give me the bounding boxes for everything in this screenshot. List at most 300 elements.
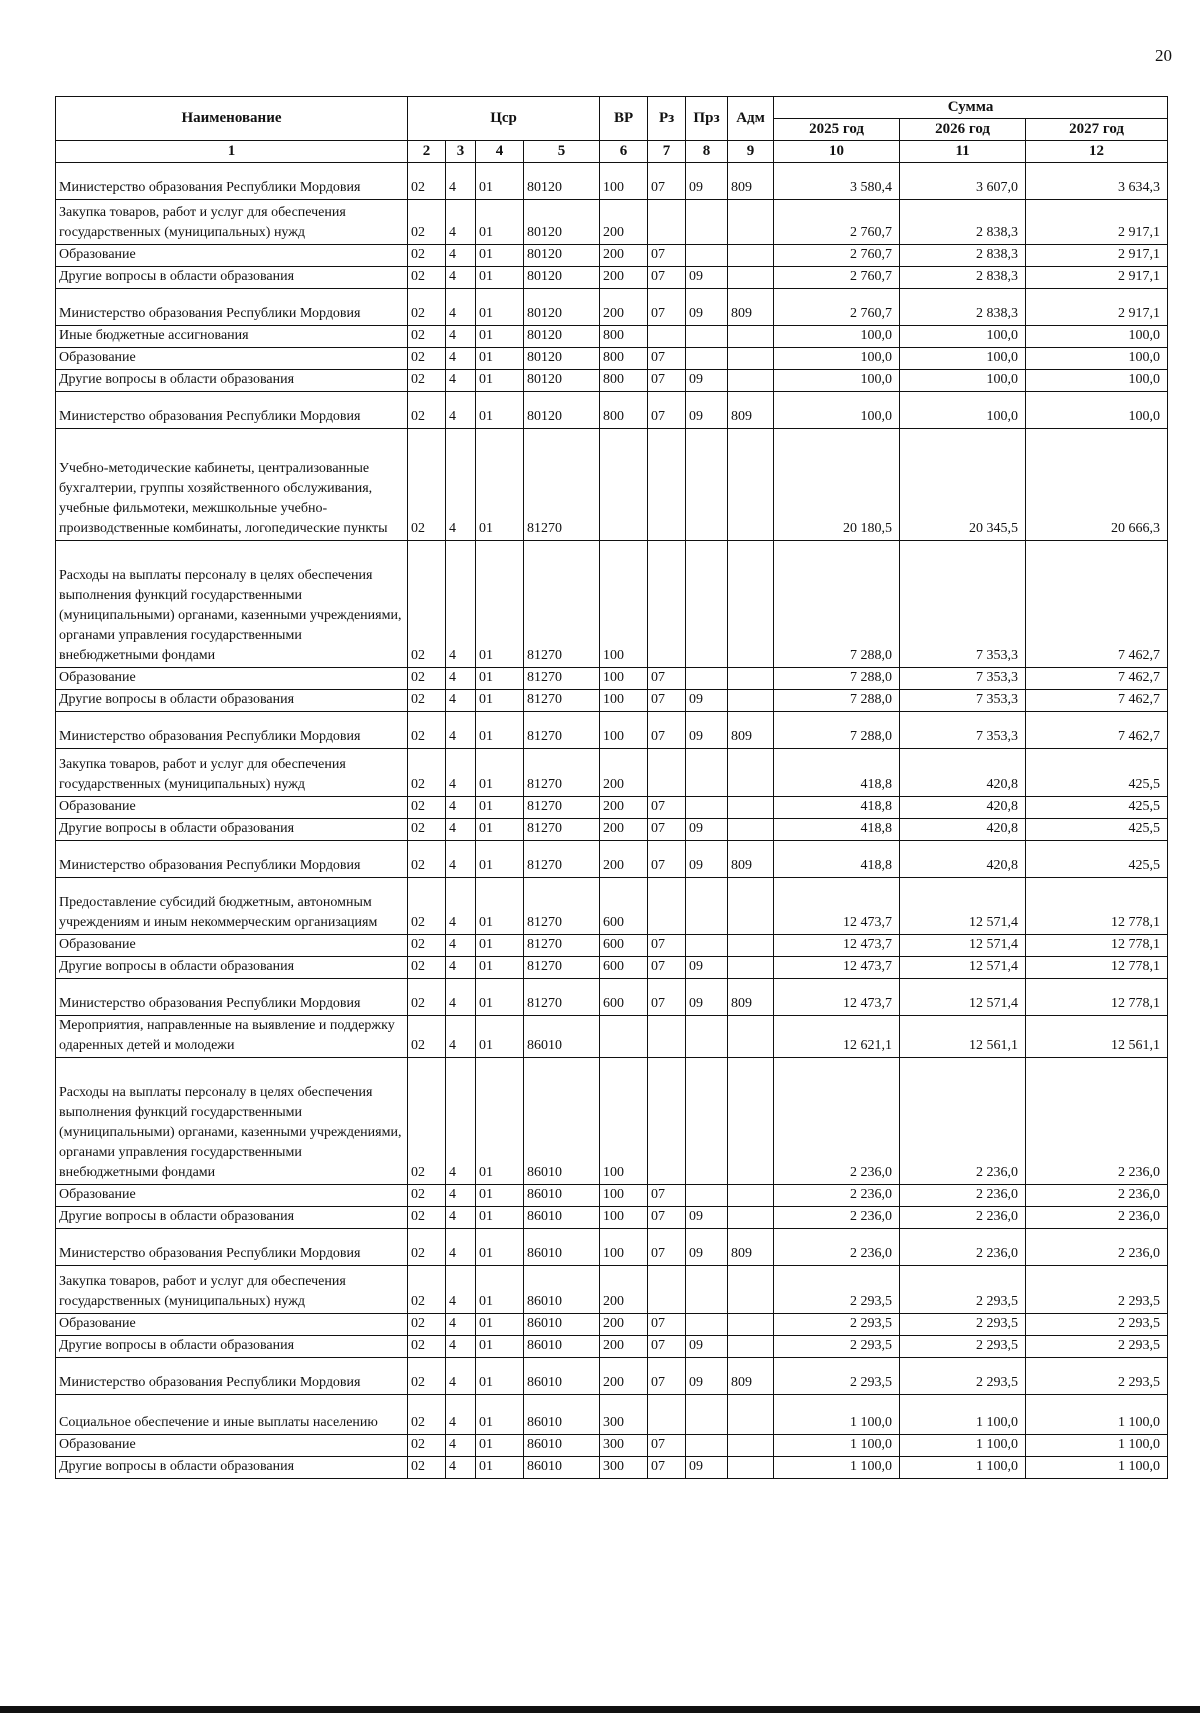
cell-c2: 02: [408, 749, 446, 797]
cell-vr: 100: [600, 1185, 648, 1207]
cell-y3: 425,5: [1026, 841, 1168, 878]
cell-y1: 12 473,7: [774, 957, 900, 979]
cell-rz: [648, 878, 686, 935]
row-name: Мероприятия, направленные на выявление и поддержку одаренных детей и молодежи: [56, 1016, 408, 1058]
cell-prz: [686, 1314, 728, 1336]
cell-c4: 01: [476, 690, 524, 712]
cell-vr: 200: [600, 1266, 648, 1314]
header-year-2026: 2026 год: [900, 119, 1026, 141]
cell-vr: 100: [600, 668, 648, 690]
cell-y3: 7 462,7: [1026, 541, 1168, 668]
cell-y1: 2 236,0: [774, 1229, 900, 1266]
cell-y3: 425,5: [1026, 749, 1168, 797]
cell-adm: [728, 1207, 774, 1229]
cell-c5: 81270: [524, 749, 600, 797]
cell-y2: 2 293,5: [900, 1336, 1026, 1358]
cell-c5: 81270: [524, 878, 600, 935]
cell-y3: 12 778,1: [1026, 878, 1168, 935]
cell-y1: 7 288,0: [774, 690, 900, 712]
cell-c3: 4: [446, 429, 476, 541]
cell-c3: 4: [446, 841, 476, 878]
header-adm: Адм: [728, 97, 774, 141]
row-name: Министерство образования Республики Мордовия: [56, 1358, 408, 1395]
table-row: [56, 289, 1168, 326]
cell-c4: 01: [476, 1016, 524, 1058]
cell-c5: 81270: [524, 819, 600, 841]
cell-c3: 4: [446, 392, 476, 429]
cell-adm: [728, 878, 774, 935]
cell-y2: 1 100,0: [900, 1435, 1026, 1457]
cell-adm: 809: [728, 289, 774, 326]
cell-c3: 4: [446, 1457, 476, 1479]
cell-c3: 4: [446, 935, 476, 957]
cell-c3: 4: [446, 200, 476, 245]
cell-y1: 100,0: [774, 392, 900, 429]
cell-c5: 81270: [524, 712, 600, 749]
cell-y1: 2 760,7: [774, 200, 900, 245]
cell-c3: 4: [446, 1229, 476, 1266]
cell-prz: [686, 245, 728, 267]
cell-adm: 809: [728, 841, 774, 878]
table-row: [56, 797, 1168, 819]
cell-y3: 2 917,1: [1026, 267, 1168, 289]
row-name: Образование: [56, 348, 408, 370]
cell-rz: 07: [648, 690, 686, 712]
cell-vr: 600: [600, 979, 648, 1016]
cell-c2: 02: [408, 348, 446, 370]
cell-y3: 100,0: [1026, 348, 1168, 370]
cell-c5: 86010: [524, 1266, 600, 1314]
cell-y1: 12 621,1: [774, 1016, 900, 1058]
table-row: [56, 541, 1168, 668]
column-number: 9: [728, 141, 774, 163]
cell-y2: 2 293,5: [900, 1314, 1026, 1336]
row-name: Образование: [56, 668, 408, 690]
cell-c2: 02: [408, 957, 446, 979]
cell-prz: [686, 797, 728, 819]
cell-y3: 425,5: [1026, 797, 1168, 819]
cell-vr: 200: [600, 1336, 648, 1358]
row-name: Другие вопросы в области образования: [56, 1207, 408, 1229]
cell-adm: [728, 267, 774, 289]
table-row: [56, 1457, 1168, 1479]
cell-c5: 86010: [524, 1457, 600, 1479]
cell-vr: 600: [600, 878, 648, 935]
cell-y1: 1 100,0: [774, 1395, 900, 1435]
cell-y1: 3 580,4: [774, 163, 900, 200]
cell-c3: 4: [446, 979, 476, 1016]
cell-y3: 2 917,1: [1026, 200, 1168, 245]
cell-y3: 2 236,0: [1026, 1229, 1168, 1266]
scan-edge: [0, 1706, 1200, 1713]
cell-c4: 01: [476, 370, 524, 392]
cell-prz: [686, 429, 728, 541]
cell-rz: [648, 1058, 686, 1185]
cell-c5: 86010: [524, 1016, 600, 1058]
cell-c3: 4: [446, 289, 476, 326]
cell-prz: [686, 1435, 728, 1457]
cell-c5: 86010: [524, 1185, 600, 1207]
cell-vr: 200: [600, 267, 648, 289]
cell-adm: [728, 749, 774, 797]
header-vr: ВР: [600, 97, 648, 141]
cell-c2: 02: [408, 712, 446, 749]
row-name: Другие вопросы в области образования: [56, 267, 408, 289]
cell-rz: 07: [648, 163, 686, 200]
cell-c3: 4: [446, 1435, 476, 1457]
cell-c3: 4: [446, 749, 476, 797]
column-number: 2: [408, 141, 446, 163]
row-name: Образование: [56, 1435, 408, 1457]
cell-y1: 418,8: [774, 819, 900, 841]
header-rz: Рз: [648, 97, 686, 141]
cell-c4: 01: [476, 1435, 524, 1457]
cell-y3: 425,5: [1026, 819, 1168, 841]
cell-c4: 01: [476, 797, 524, 819]
cell-prz: 09: [686, 979, 728, 1016]
cell-rz: 07: [648, 392, 686, 429]
cell-rz: [648, 541, 686, 668]
cell-c5: 80120: [524, 392, 600, 429]
cell-vr: 100: [600, 163, 648, 200]
row-name: Образование: [56, 935, 408, 957]
cell-prz: 09: [686, 1457, 728, 1479]
cell-y1: 418,8: [774, 797, 900, 819]
cell-rz: 07: [648, 289, 686, 326]
cell-c4: 01: [476, 326, 524, 348]
cell-rz: 07: [648, 957, 686, 979]
cell-c4: 01: [476, 841, 524, 878]
cell-adm: 809: [728, 163, 774, 200]
cell-c4: 01: [476, 200, 524, 245]
cell-c3: 4: [446, 1266, 476, 1314]
cell-y2: 2 838,3: [900, 289, 1026, 326]
cell-prz: 09: [686, 1358, 728, 1395]
cell-y2: 100,0: [900, 370, 1026, 392]
cell-c3: 4: [446, 878, 476, 935]
cell-c5: 86010: [524, 1314, 600, 1336]
cell-vr: [600, 1016, 648, 1058]
cell-c3: 4: [446, 1058, 476, 1185]
table-row: [56, 1185, 1168, 1207]
cell-y2: 420,8: [900, 841, 1026, 878]
header-csr: Цср: [408, 97, 600, 141]
cell-prz: 09: [686, 289, 728, 326]
cell-prz: [686, 1058, 728, 1185]
cell-y2: 7 353,3: [900, 712, 1026, 749]
cell-y1: 100,0: [774, 326, 900, 348]
cell-rz: 07: [648, 668, 686, 690]
cell-rz: 07: [648, 1185, 686, 1207]
row-name: Закупка товаров, работ и услуг для обеспечения государственных (муниципальных) нужд: [56, 1266, 408, 1314]
row-name: Образование: [56, 1314, 408, 1336]
cell-c5: 81270: [524, 979, 600, 1016]
row-name: Образование: [56, 797, 408, 819]
cell-c2: 02: [408, 245, 446, 267]
cell-y2: 2 838,3: [900, 245, 1026, 267]
cell-c5: 81270: [524, 429, 600, 541]
cell-adm: [728, 1314, 774, 1336]
cell-c3: 4: [446, 1185, 476, 1207]
cell-vr: 800: [600, 370, 648, 392]
cell-c2: 02: [408, 326, 446, 348]
cell-c5: 81270: [524, 797, 600, 819]
cell-y3: 7 462,7: [1026, 712, 1168, 749]
cell-y1: 100,0: [774, 370, 900, 392]
cell-c5: 81270: [524, 935, 600, 957]
cell-y2: 100,0: [900, 348, 1026, 370]
cell-vr: 200: [600, 841, 648, 878]
cell-y2: 2 838,3: [900, 200, 1026, 245]
cell-c2: 02: [408, 841, 446, 878]
cell-c2: 02: [408, 370, 446, 392]
cell-c4: 01: [476, 1457, 524, 1479]
row-name: Другие вопросы в области образования: [56, 1457, 408, 1479]
cell-y2: 100,0: [900, 392, 1026, 429]
cell-rz: [648, 1395, 686, 1435]
cell-y1: 2 760,7: [774, 245, 900, 267]
table-row: [56, 841, 1168, 878]
table-row: [56, 1435, 1168, 1457]
cell-y2: 2 838,3: [900, 267, 1026, 289]
cell-y3: 100,0: [1026, 370, 1168, 392]
table-body: [56, 163, 1168, 1479]
cell-y1: 2 293,5: [774, 1314, 900, 1336]
header-year-2025: 2025 год: [774, 119, 900, 141]
cell-y2: 2 293,5: [900, 1358, 1026, 1395]
cell-y3: 2 236,0: [1026, 1207, 1168, 1229]
cell-prz: 09: [686, 819, 728, 841]
column-number: 3: [446, 141, 476, 163]
cell-y2: 12 571,4: [900, 979, 1026, 1016]
row-name: Министерство образования Республики Мордовия: [56, 841, 408, 878]
cell-y3: 12 778,1: [1026, 979, 1168, 1016]
cell-prz: [686, 935, 728, 957]
cell-y1: 2 236,0: [774, 1058, 900, 1185]
cell-c2: 02: [408, 1229, 446, 1266]
cell-c5: 80120: [524, 245, 600, 267]
cell-c4: 01: [476, 957, 524, 979]
cell-prz: [686, 878, 728, 935]
cell-prz: [686, 200, 728, 245]
row-name: Министерство образования Республики Мордовия: [56, 163, 408, 200]
cell-c2: 02: [408, 878, 446, 935]
cell-c2: 02: [408, 1358, 446, 1395]
cell-rz: [648, 1016, 686, 1058]
cell-c4: 01: [476, 668, 524, 690]
cell-vr: 600: [600, 957, 648, 979]
cell-c2: 02: [408, 429, 446, 541]
cell-c3: 4: [446, 668, 476, 690]
table-row: [56, 1058, 1168, 1185]
cell-prz: 09: [686, 957, 728, 979]
cell-c5: 86010: [524, 1207, 600, 1229]
cell-y1: 2 760,7: [774, 289, 900, 326]
cell-adm: 809: [728, 979, 774, 1016]
cell-c4: 01: [476, 392, 524, 429]
cell-prz: [686, 1016, 728, 1058]
cell-prz: 09: [686, 1336, 728, 1358]
cell-vr: 800: [600, 348, 648, 370]
row-name: Другие вопросы в области образования: [56, 1336, 408, 1358]
cell-vr: 200: [600, 819, 648, 841]
cell-c4: 01: [476, 267, 524, 289]
table-row: [56, 1266, 1168, 1314]
cell-c5: 80120: [524, 326, 600, 348]
table-row: [56, 392, 1168, 429]
column-number: 10: [774, 141, 900, 163]
cell-adm: [728, 957, 774, 979]
header-name: Наименование: [56, 97, 408, 141]
cell-prz: [686, 1266, 728, 1314]
cell-c3: 4: [446, 1395, 476, 1435]
cell-prz: 09: [686, 370, 728, 392]
cell-c5: 86010: [524, 1435, 600, 1457]
cell-c4: 01: [476, 1266, 524, 1314]
row-name: Социальное обеспечение и иные выплаты населению: [56, 1395, 408, 1435]
row-name: Министерство образования Республики Мордовия: [56, 1229, 408, 1266]
cell-c5: 86010: [524, 1229, 600, 1266]
table-row: [56, 326, 1168, 348]
row-name: Министерство образования Республики Мордовия: [56, 289, 408, 326]
row-name: Закупка товаров, работ и услуг для обеспечения государственных (муниципальных) нужд: [56, 200, 408, 245]
table-row: [56, 348, 1168, 370]
cell-c5: 86010: [524, 1358, 600, 1395]
cell-vr: 100: [600, 690, 648, 712]
cell-adm: [728, 200, 774, 245]
column-number: 11: [900, 141, 1026, 163]
table-row: [56, 1395, 1168, 1435]
cell-c5: 80120: [524, 267, 600, 289]
cell-c4: 01: [476, 289, 524, 326]
table-row: [56, 1314, 1168, 1336]
cell-rz: 07: [648, 267, 686, 289]
cell-y2: 2 236,0: [900, 1058, 1026, 1185]
cell-prz: [686, 541, 728, 668]
cell-vr: 100: [600, 1058, 648, 1185]
cell-y1: 2 293,5: [774, 1336, 900, 1358]
cell-vr: 200: [600, 289, 648, 326]
cell-adm: [728, 245, 774, 267]
row-name: Расходы на выплаты персоналу в целях обеспечения выполнения функций государственными (муниципальными) органами, казенными учреждениями, органами управления государственными внебюджетными фондами: [56, 541, 408, 668]
header-prz: Прз: [686, 97, 728, 141]
cell-c2: 02: [408, 1314, 446, 1336]
cell-adm: [728, 1058, 774, 1185]
column-number: 8: [686, 141, 728, 163]
cell-c4: 01: [476, 935, 524, 957]
cell-prz: 09: [686, 690, 728, 712]
column-number-row: [56, 141, 1168, 163]
table-row: [56, 370, 1168, 392]
cell-y2: 1 100,0: [900, 1395, 1026, 1435]
cell-c2: 02: [408, 1457, 446, 1479]
cell-rz: [648, 429, 686, 541]
cell-rz: [648, 1266, 686, 1314]
cell-vr: 300: [600, 1395, 648, 1435]
cell-c2: 02: [408, 392, 446, 429]
cell-y3: 2 236,0: [1026, 1058, 1168, 1185]
cell-c3: 4: [446, 690, 476, 712]
cell-y2: 2 236,0: [900, 1207, 1026, 1229]
row-name: Другие вопросы в области образования: [56, 957, 408, 979]
column-number: 4: [476, 141, 524, 163]
cell-rz: [648, 326, 686, 348]
cell-vr: 200: [600, 797, 648, 819]
cell-rz: 07: [648, 841, 686, 878]
cell-c2: 02: [408, 541, 446, 668]
cell-prz: 09: [686, 392, 728, 429]
cell-y2: 20 345,5: [900, 429, 1026, 541]
cell-c2: 02: [408, 1207, 446, 1229]
cell-prz: 09: [686, 712, 728, 749]
cell-c3: 4: [446, 348, 476, 370]
cell-prz: [686, 668, 728, 690]
cell-rz: 07: [648, 935, 686, 957]
cell-adm: [728, 797, 774, 819]
cell-adm: [728, 1395, 774, 1435]
cell-adm: [728, 819, 774, 841]
cell-prz: 09: [686, 163, 728, 200]
table-row: [56, 957, 1168, 979]
cell-rz: 07: [648, 1229, 686, 1266]
cell-y1: 12 473,7: [774, 878, 900, 935]
cell-c3: 4: [446, 245, 476, 267]
cell-c2: 02: [408, 289, 446, 326]
column-number: 12: [1026, 141, 1168, 163]
cell-prz: [686, 749, 728, 797]
table-row: [56, 163, 1168, 200]
cell-vr: 100: [600, 1229, 648, 1266]
cell-c2: 02: [408, 819, 446, 841]
cell-vr: 600: [600, 935, 648, 957]
cell-c4: 01: [476, 1207, 524, 1229]
header-sum: Сумма: [774, 97, 1168, 119]
cell-y3: 2 293,5: [1026, 1314, 1168, 1336]
cell-c2: 02: [408, 1435, 446, 1457]
table-row: [56, 245, 1168, 267]
cell-adm: [728, 1336, 774, 1358]
cell-y1: 20 180,5: [774, 429, 900, 541]
table-row: [56, 668, 1168, 690]
cell-y3: 1 100,0: [1026, 1435, 1168, 1457]
table-header: [56, 97, 1168, 163]
cell-y3: 7 462,7: [1026, 690, 1168, 712]
row-name: Учебно-методические кабинеты, централизованные бухгалтерии, группы хозяйственного обслуживания, учебные фильмотеки, межшкольные учебно-производственные комбинаты, логопедические пункты: [56, 429, 408, 541]
cell-y3: 100,0: [1026, 326, 1168, 348]
cell-adm: [728, 370, 774, 392]
table-row: [56, 749, 1168, 797]
cell-c3: 4: [446, 370, 476, 392]
cell-y1: 1 100,0: [774, 1457, 900, 1479]
cell-c2: 02: [408, 163, 446, 200]
cell-c5: 80120: [524, 289, 600, 326]
cell-y1: 418,8: [774, 841, 900, 878]
cell-c5: 80120: [524, 370, 600, 392]
cell-adm: 809: [728, 1229, 774, 1266]
cell-c5: 81270: [524, 668, 600, 690]
cell-y2: 12 571,4: [900, 957, 1026, 979]
cell-prz: [686, 1185, 728, 1207]
cell-y1: 7 288,0: [774, 668, 900, 690]
cell-y1: 2 236,0: [774, 1185, 900, 1207]
cell-vr: 800: [600, 392, 648, 429]
cell-y3: 2 917,1: [1026, 289, 1168, 326]
cell-c3: 4: [446, 957, 476, 979]
cell-c4: 01: [476, 878, 524, 935]
cell-rz: 07: [648, 370, 686, 392]
cell-y1: 12 473,7: [774, 979, 900, 1016]
cell-vr: 200: [600, 1358, 648, 1395]
